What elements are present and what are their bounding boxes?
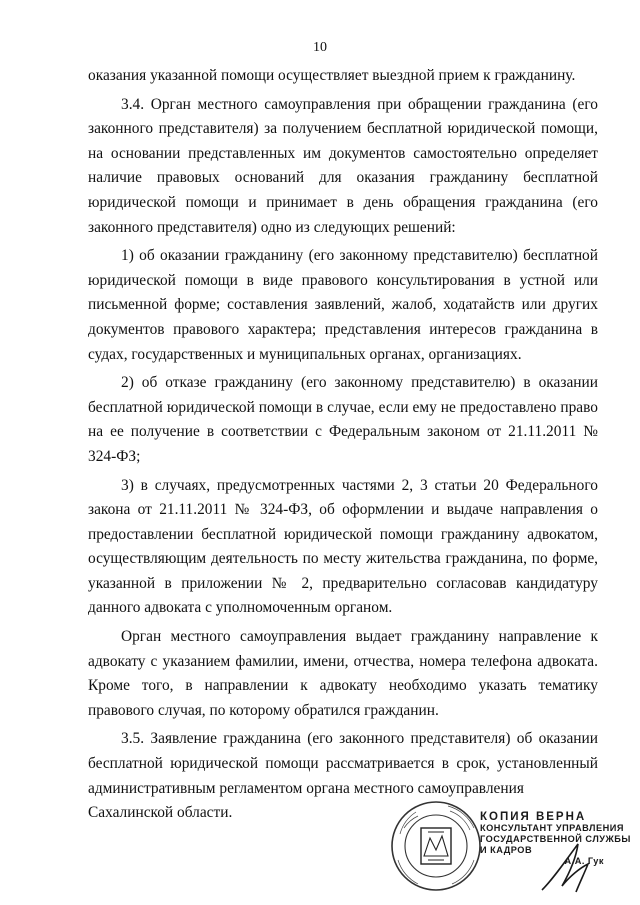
- stamp-line-department-cont: И КАДРОВ: [480, 845, 533, 855]
- official-seal-icon: [388, 798, 484, 894]
- paragraph-item-3: 3) в случаях, предусмотренных частями 2, 3 статьи 20 Федерального закона от 21.11.2011 № 324-ФЗ, об оформлении и выдаче направления о предоставлении бесплатной юридической помощи гражданину адвокатом, осуществляющим деятельность по месту жительства гражданина, по форме, указанной в приложении № 2, предварительно согласовав кандидатуру данного адвоката с уполномоченным органом.: [88, 476, 598, 617]
- certification-stamp: [388, 798, 631, 898]
- paragraph-direction-issuance: Орган местного самоуправления выдает гражданину направление к адвокату с указанием фамилии, имени, отчества, номера телефона адвоката. Кроме того, в направлении к адвокату необходимо указать тематику правового случая, по которому обратился гражданин.: [88, 628, 598, 719]
- page-number: 10: [313, 40, 327, 55]
- stamp-line-department: ГОСУДАРСТВЕННОЙ СЛУЖБЫ: [480, 834, 631, 844]
- paragraph-continuation: оказания указанной помощи осуществляет выездной прием к гражданину.: [88, 67, 576, 84]
- handwritten-signature: [536, 838, 606, 898]
- paragraph-3-4: 3.4. Орган местного самоуправления при обращении гражданина (его законного представителя) за получением бесплатной юридической помощи, на основании представленных им документов самостоятельно определяет наличие правовых оснований для оказания гражданину бесплатной юридической помощи и принимает в день обращения гражданина (его законного представителя) одно из следующих решений:: [88, 95, 598, 236]
- stamp-signatory-name: А.А. Гук: [564, 856, 604, 866]
- document-body: [88, 64, 598, 830]
- paragraph-3-5-ending: Сахалинской области.: [88, 804, 233, 822]
- paragraph-3-5: 3.5. Заявление гражданина (его законного представителя) об оказании бесплатной юридической помощи рассматривается в срок, установленный административным регламентом органа местного самоуправления: [88, 730, 598, 797]
- stamp-title: КОПИЯ ВЕРНА: [480, 811, 587, 823]
- stamp-line-position: КОНСУЛЬТАНТ УПРАВЛЕНИЯ: [480, 823, 624, 833]
- paragraph-item-2: 2) об отказе гражданину (его законному представителю) в оказании бесплатной юридической помощи в случае, если ему не предоставлено право на ее получение в соответствии с Федеральным законом от 21.11.2011 № 324-ФЗ;: [88, 374, 598, 465]
- paragraph-item-1: 1) об оказании гражданину (его законному представителю) бесплатной юридической помощи в виде правового консультирования в устной или письменной форме; составления заявлений, жалоб, ходатайств или других документов правового характера; представления интересов гражданина в судах, государственных и муниципальных органах, организациях.: [88, 247, 598, 363]
